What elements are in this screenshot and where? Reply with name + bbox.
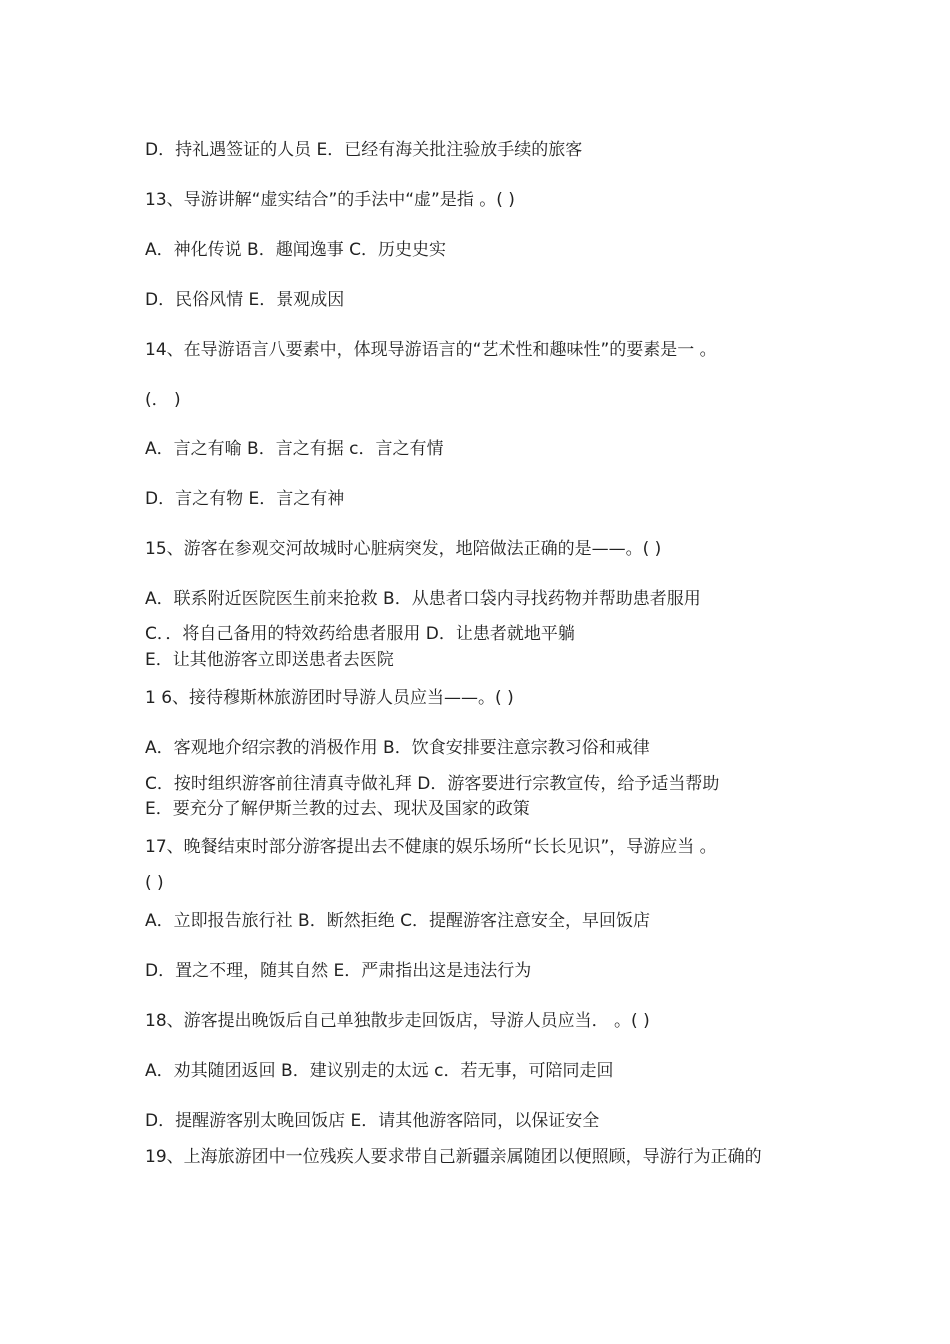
option-line-15-cd: C．．将自己备用的特效药给患者服用 D．让患者就地平躺 <box>145 624 575 644</box>
option-line-15-e: E．让其他游客立即送患者去医院 <box>145 650 394 670</box>
question-17: 17、晚餐结束时部分游客提出去不健康的娱乐场所“长长见识”，导游应当 。 <box>145 837 717 857</box>
option-line-16-cd: C．按时组织游客前往清真寺做礼拜 D．游客要进行宗教宣传，给予适当帮助 <box>145 774 720 794</box>
question-17-bracket: ( ) <box>145 873 164 893</box>
question-14: 14、在导游语言八要素中，体现导游语言的“艺术性和趣味性”的要素是一 。 <box>145 340 717 360</box>
option-line-13-de: D．民俗风情 E．景观成因 <box>145 290 345 310</box>
question-18: 18、游客提出晚饭后自己单独散步走回饭店，导游人员应当． 。( ) <box>145 1011 650 1031</box>
question-16: 1 6、接待穆斯林旅游团时导游人员应当——。( ) <box>145 688 514 708</box>
option-line-16-ab: A．客观地介绍宗教的消极作用 B．饮食安排要注意宗教习俗和戒律 <box>145 738 650 758</box>
option-line-15-ab: A．联系附近医院医生前来抢救 B．从患者口袋内寻找药物并帮助患者服用 <box>145 589 701 609</box>
question-19: 19、上海旅游团中一位残疾人要求带自己新疆亲属随团以便照顾，导游行为正确的 <box>145 1147 762 1167</box>
option-line-16-e: E．要充分了解伊斯兰教的过去、现状及国家的政策 <box>145 799 530 819</box>
question-15: 15、游客在参观交河故城时心脏病突发，地陪做法正确的是——。( ) <box>145 539 662 559</box>
option-line-13-abc: A．神化传说 B．趣闻逸事 C．历史史实 <box>145 240 446 260</box>
option-line-17-abc: A．立即报告旅行社 B．断然拒绝 C．提醒游客注意安全，早回饭店 <box>145 911 650 931</box>
option-line-18-de: D．提醒游客别太晚回饭店 E．请其他游客陪同，以保证安全 <box>145 1111 600 1131</box>
question-14-bracket: (． ) <box>145 390 181 410</box>
question-13: 13、导游讲解“虚实结合”的手法中“虚”是指 。( ) <box>145 190 515 210</box>
option-line-17-de: D．置之不理，随其自然 E．严肃指出这是违法行为 <box>145 961 532 981</box>
option-line-18-abc: A．劝其随团返回 B．建议别走的太远 c．若无事，可陪同走回 <box>145 1061 614 1081</box>
option-line-14-de: D．言之有物 E．言之有神 <box>145 489 345 509</box>
option-line-14-abc: A．言之有喻 B．言之有据 c．言之有情 <box>145 439 444 459</box>
option-line-12-de: D．持礼遇签证的人员 E．已经有海关批注验放手续的旅客 <box>145 140 583 160</box>
